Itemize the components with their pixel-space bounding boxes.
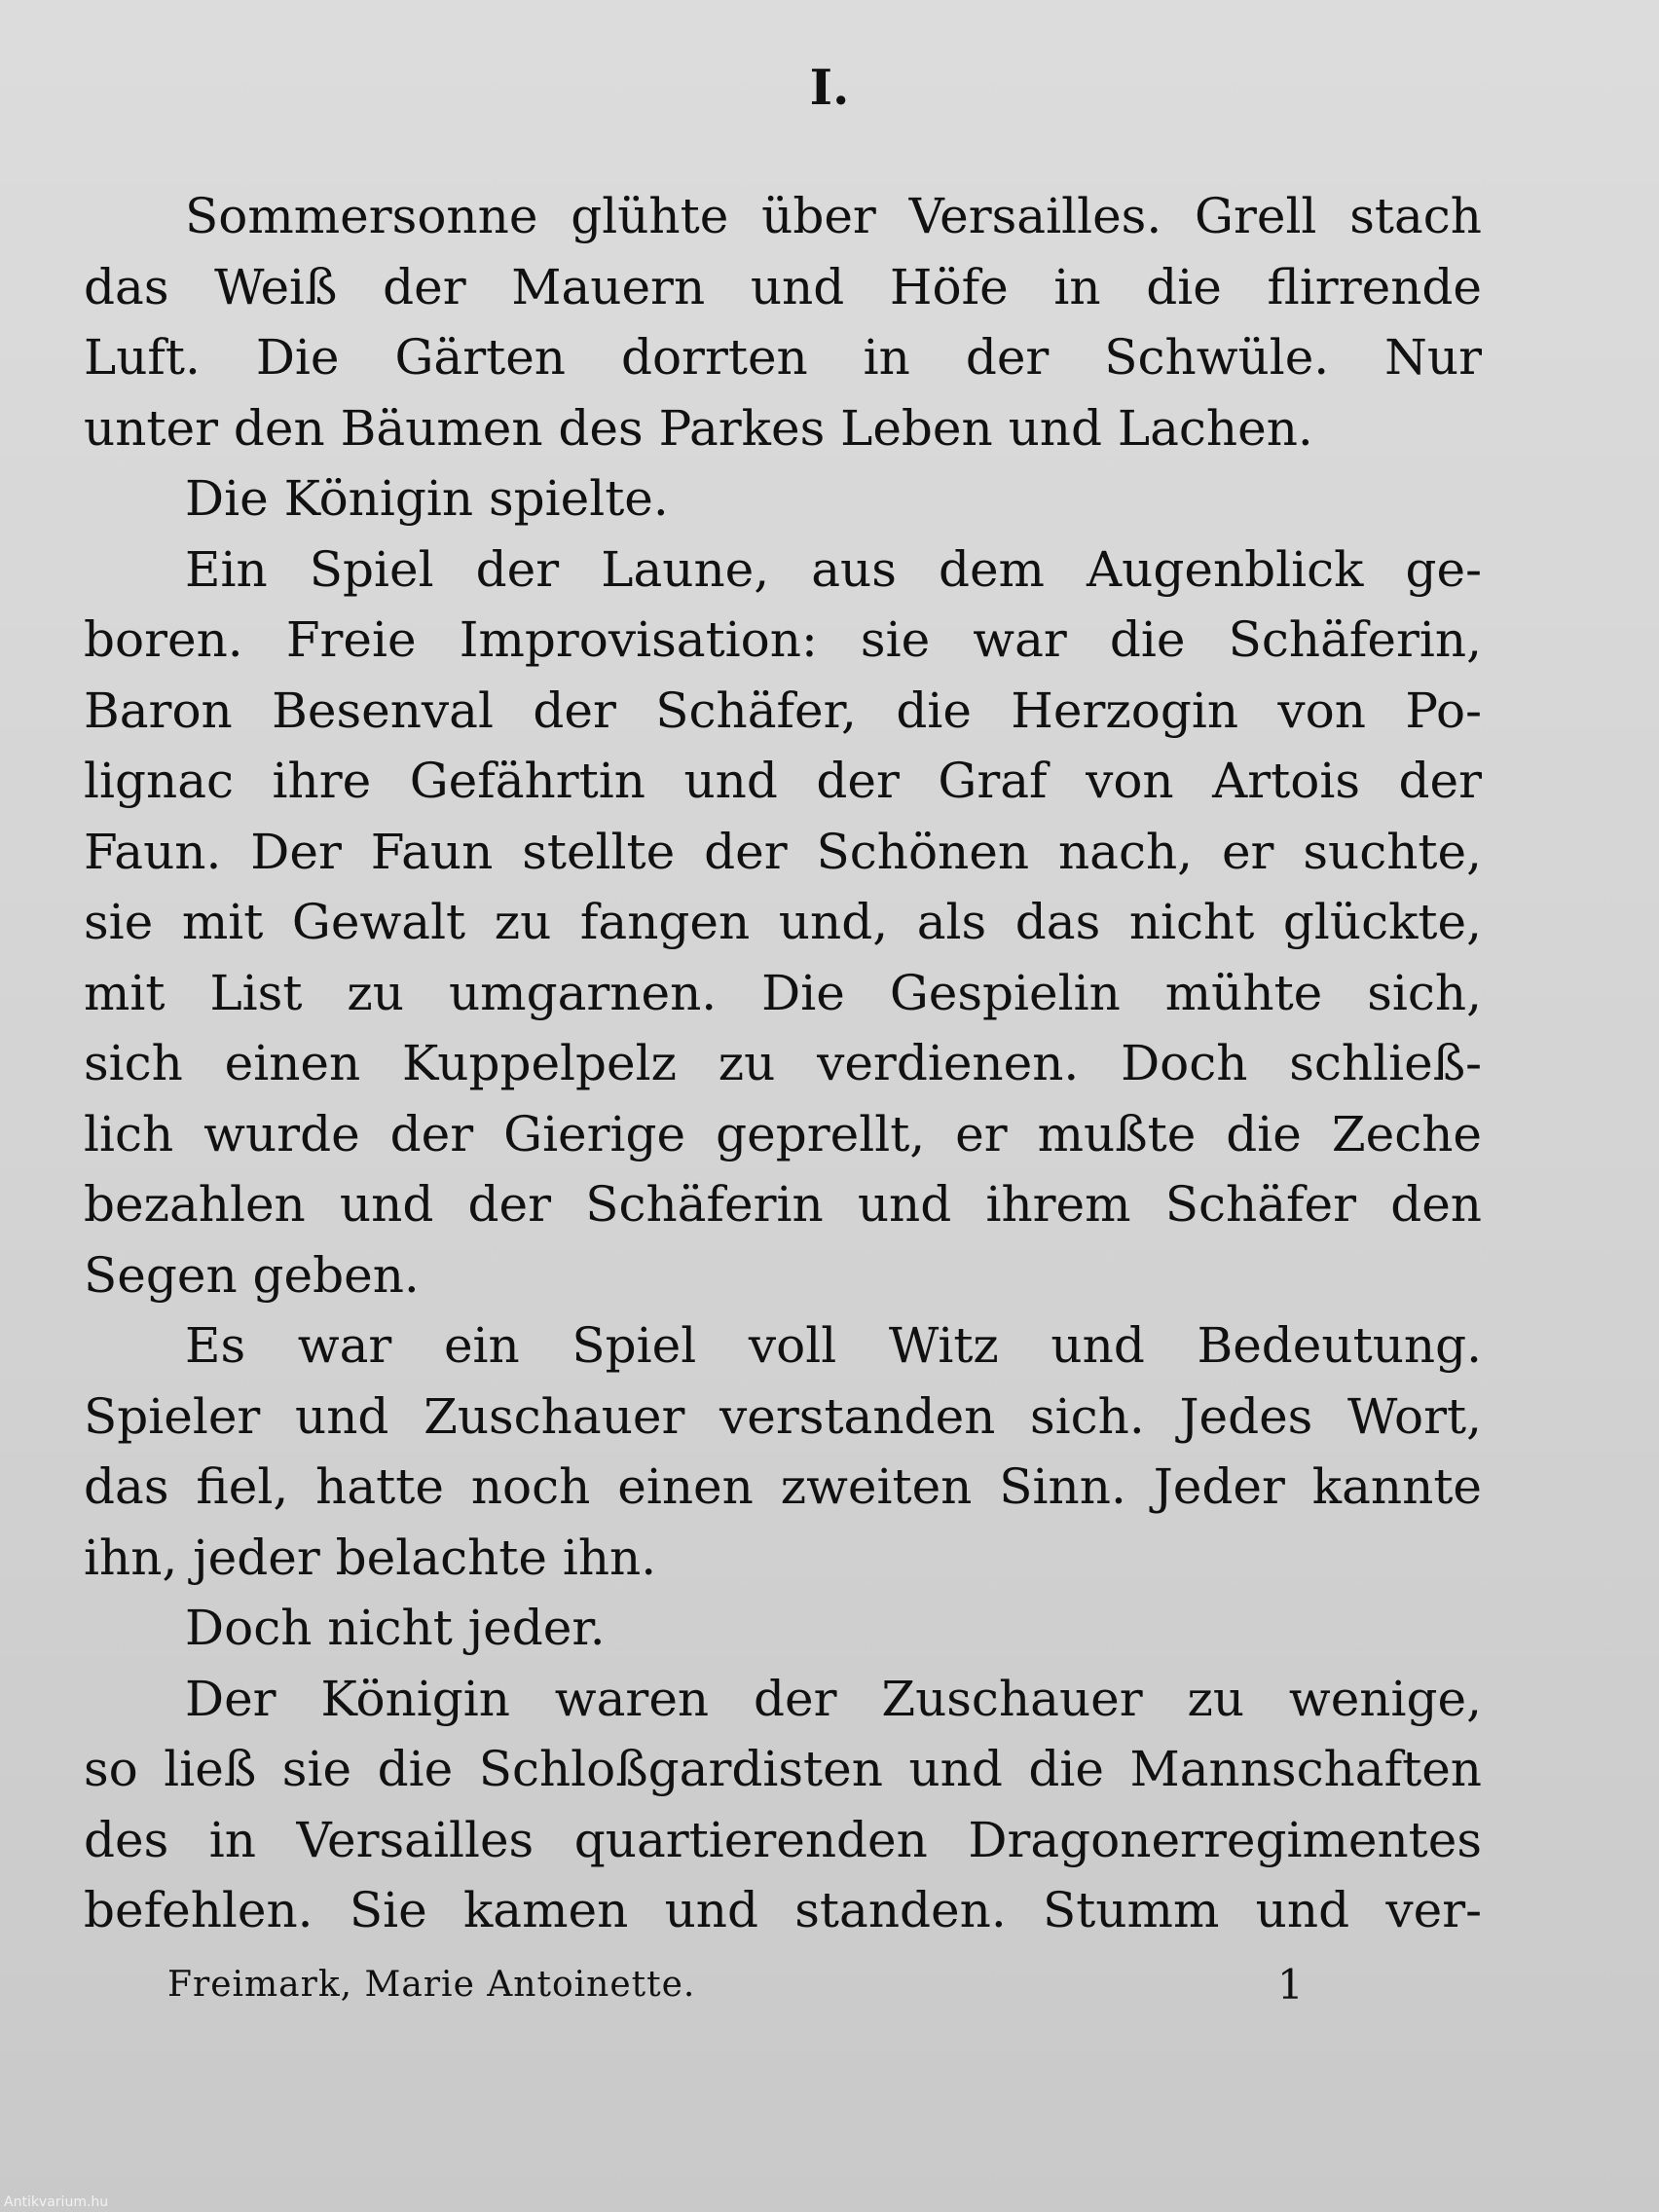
watermark: Antikvarium.hu bbox=[4, 2194, 109, 2210]
text-line: sich einen Kuppelpelz zu verdienen. Doch schließ- bbox=[84, 1035, 1482, 1091]
text-line: lignac ihre Gefährtin und der Graf von Artois der bbox=[84, 753, 1482, 809]
text-line: Sommersonne glühte über Versailles. Grell stach bbox=[185, 188, 1482, 244]
chapter-number: I. bbox=[809, 58, 850, 116]
text-line: das Weiß der Mauern und Höfe in die flirrende bbox=[84, 258, 1482, 315]
text-line: bezahlen und der Schäferin und ihrem Schäfer den bbox=[84, 1176, 1482, 1233]
text-line: Faun. Der Faun stellte der Schönen nach, er suchte, bbox=[84, 823, 1482, 880]
text-line: unter den Bäumen des Parkes Leben und Lachen. bbox=[84, 399, 1313, 457]
text-line: sie mit Gewalt zu fangen und, als das nicht glückte, bbox=[84, 894, 1482, 950]
text-line: boren. Freie Improvisation: sie war die Schäferin, bbox=[84, 611, 1482, 668]
text-line: Spieler und Zuschauer verstanden sich. Jedes Wort, bbox=[84, 1387, 1482, 1445]
text-line: ihn, jeder belachte ihn. bbox=[84, 1529, 657, 1586]
text-line: mit List zu umgarnen. Die Gespielin mühte sich, bbox=[84, 964, 1482, 1021]
text-line: befehlen. Sie kamen und standen. Stumm und ver- bbox=[84, 1882, 1482, 1938]
text-line: lich wurde der Gierige geprellt, er mußte die Zeche bbox=[84, 1105, 1482, 1162]
page-footer bbox=[167, 1961, 1336, 2009]
text-line: Segen geben. bbox=[84, 1246, 420, 1304]
text-line: so ließ sie die Schloßgardisten und die Mannschaften bbox=[84, 1741, 1482, 1797]
text-line: Es war ein Spiel voll Witz und Bedeutung. bbox=[185, 1317, 1482, 1374]
text-line: Baron Besenval der Schäfer, die Herzogin von Po- bbox=[84, 682, 1482, 739]
text-line: Doch nicht jeder. bbox=[185, 1600, 606, 1656]
text-line: Der Königin waren der Zuschauer zu wenige, bbox=[185, 1670, 1482, 1727]
text-line: Ein Spiel der Laune, aus dem Augenblick ge- bbox=[185, 540, 1482, 598]
text-line: des in Versailles quartierenden Dragonerregimentes bbox=[84, 1811, 1482, 1868]
footer-book-title: Freimark, Marie Antoinette. bbox=[167, 1965, 696, 2005]
text-line: Die Königin spielte. bbox=[185, 470, 669, 527]
page-number: 1 bbox=[1277, 1961, 1305, 2009]
body-text bbox=[84, 181, 1482, 1946]
text-line: Luft. Die Gärten dorrten in der Schwüle. Nur bbox=[84, 329, 1482, 386]
text-line: das fiel, hatte noch einen zweiten Sinn. Jeder kannte bbox=[84, 1458, 1482, 1515]
